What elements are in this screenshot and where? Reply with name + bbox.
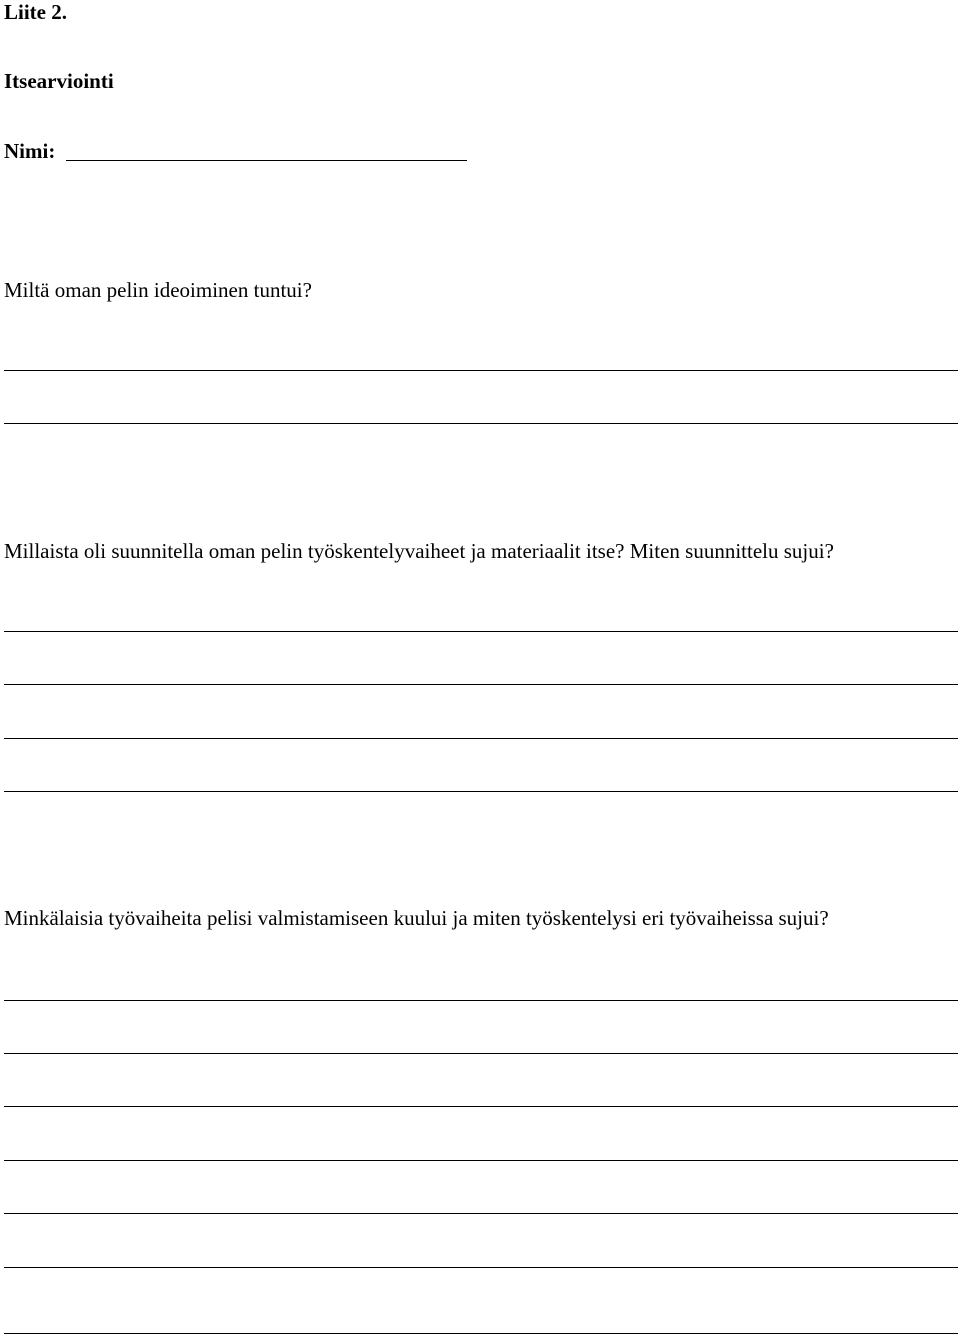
question-3-answer-line-3[interactable]	[4, 1106, 958, 1107]
question-2-answer-line-2[interactable]	[4, 684, 958, 685]
question-2-answer-line-1[interactable]	[4, 631, 958, 632]
question-1-answer-line-2[interactable]	[4, 423, 958, 424]
question-2-text: Millaista oli suunnitella oman pelin työskentelyvaiheet ja materiaalit itse? Miten suunnittelu sujui?	[4, 539, 834, 563]
name-field-line[interactable]	[66, 160, 467, 161]
question-3-answer-line-4[interactable]	[4, 1160, 958, 1161]
name-label: Nimi:	[4, 139, 56, 163]
question-2-answer-line-3[interactable]	[4, 738, 958, 739]
appendix-label: Liite 2.	[4, 0, 67, 24]
page-title: Itsearviointi	[4, 69, 114, 93]
question-1-text: Miltä oman pelin ideoiminen tuntui?	[4, 278, 312, 302]
question-3-text: Minkälaisia työvaiheita pelisi valmistamiseen kuului ja miten työskentelysi eri työvaiheissa sujui?	[4, 906, 829, 930]
question-3-answer-line-5[interactable]	[4, 1213, 958, 1214]
question-1-answer-line-1[interactable]	[4, 370, 958, 371]
question-3-answer-line-2[interactable]	[4, 1053, 958, 1054]
question-3-answer-line-7[interactable]	[4, 1333, 958, 1334]
question-3-answer-line-1[interactable]	[4, 1000, 958, 1001]
question-2-answer-line-4[interactable]	[4, 791, 958, 792]
question-3-answer-line-6[interactable]	[4, 1267, 958, 1268]
